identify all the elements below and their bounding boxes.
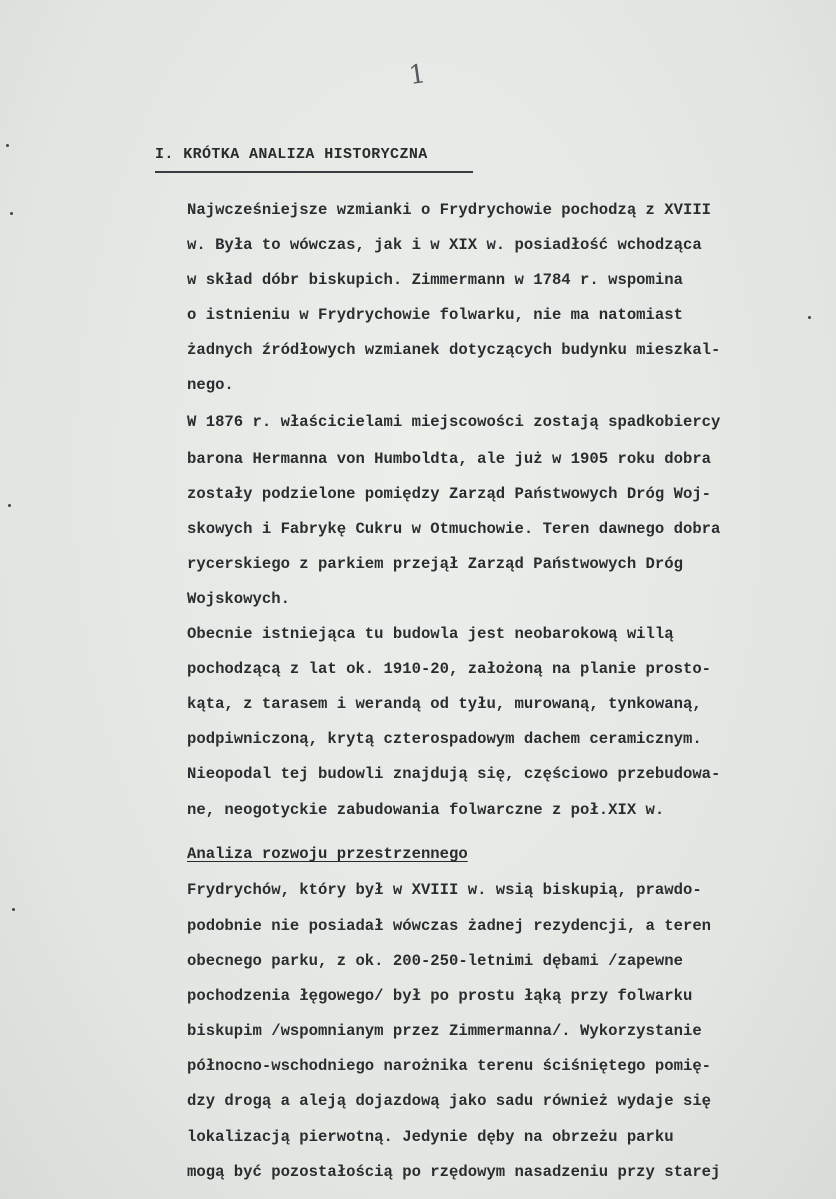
text-line: nego. — [187, 376, 234, 394]
text-line: obecnego parku, z ok. 200-250-letnimi dębami /zapewne — [187, 952, 683, 970]
text-line: lokalizacją pierwotną. Jedynie dęby na obrzeżu parku — [187, 1128, 674, 1146]
text-line: W 1876 r. właścicielami miejscowości zostają spadkobiercy — [187, 413, 721, 431]
text-line: podpiwniczoną, krytą czterospadowym dachem ceramicznym. — [187, 730, 702, 748]
margin-mark — [12, 908, 15, 911]
text-line: żadnych źródłowych wzmianek dotyczących budynku mieszkal- — [187, 341, 721, 359]
text-line: mogą być pozostałością po rzędowym nasadzeniu przy starej — [187, 1163, 721, 1181]
text-line: kąta, z tarasem i werandą od tyłu, murowaną, tynkowaną, — [187, 695, 702, 713]
text-line: pochodzącą z lat ok. 1910-20, założoną na planie prosto- — [187, 660, 712, 678]
handwritten-page-number: 1 — [406, 58, 428, 92]
text-line: Wojskowych. — [187, 590, 290, 608]
margin-mark — [6, 144, 9, 147]
text-line: barona Hermanna von Humboldta, ale już w 1905 roku dobra — [187, 450, 712, 468]
text-line: Obecnie istniejąca tu budowla jest neobarokową willą — [187, 625, 674, 643]
text-line: w skład dóbr biskupich. Zimmermann w 1784 r. wspomina — [187, 271, 683, 289]
text-line: północno-wschodniego narożnika terenu ściśniętego pomię- — [187, 1057, 712, 1075]
text-line: ne, neogotyckie zabudowania folwarczne z poł.XIX w. — [187, 801, 665, 819]
text-line: w. Była to wówczas, jak i w XIX w. posiadłość wchodząca — [187, 236, 702, 254]
text-line: o istnieniu w Frydrychowie folwarku, nie ma natomiast — [187, 306, 683, 324]
text-line: Najwcześniejsze wzmianki o Frydrychowie pochodzą z XVIII — [187, 201, 712, 219]
text-line: rycerskiego z parkiem przejął Zarząd Państwowych Dróg — [187, 555, 683, 573]
text-line: dzy drogą a aleją dojazdową jako sadu również wydaje się — [187, 1092, 712, 1110]
margin-mark — [8, 504, 11, 507]
text-line: Frydrychów, który był w XVIII w. wsią biskupią, prawdo- — [187, 881, 702, 899]
text-line: podobnie nie posiadał wówczas żadnej rezydencji, a teren — [187, 917, 712, 935]
text-line: pochodzenia łęgowego/ był po prostu łąką przy folwarku — [187, 987, 693, 1005]
subsection-heading: Analiza rozwoju przestrzennego — [187, 845, 468, 863]
text-line: zostały podzielone pomiędzy Zarząd Państwowych Dróg Woj- — [187, 485, 712, 503]
text-line: Nieopodal tej budowli znajdują się, częściowo przebudowa- — [187, 765, 721, 783]
section-heading: I. KRÓTKA ANALIZA HISTORYCZNA — [155, 146, 428, 163]
margin-mark — [10, 212, 13, 215]
text-line: skowych i Fabrykę Cukru w Otmuchowie. Teren dawnego dobra — [187, 520, 721, 538]
heading-underline — [155, 171, 473, 173]
margin-mark — [808, 316, 811, 319]
text-line: biskupim /wspomnianym przez Zimmermanna/. Wykorzystanie — [187, 1022, 702, 1040]
